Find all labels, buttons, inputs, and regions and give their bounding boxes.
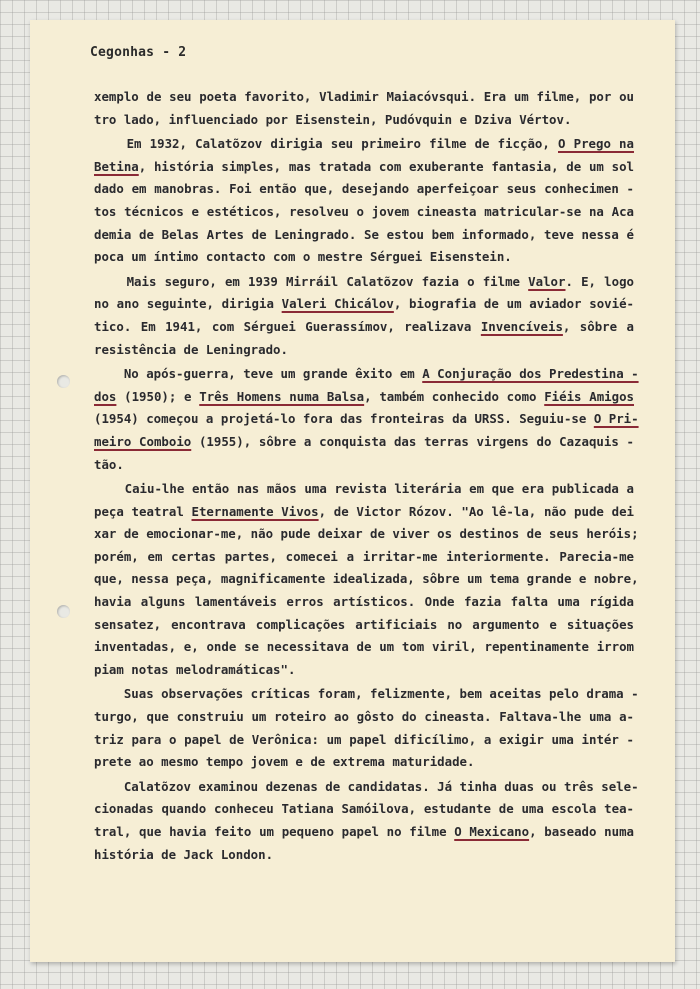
punch-hole	[57, 605, 70, 618]
paragraph	[94, 271, 634, 361]
paragraph	[94, 86, 634, 131]
text-segment: triz para o papel de Verônica: um papel dificílimo, a exigir uma intér -	[94, 731, 634, 747]
text-line	[94, 636, 634, 659]
text-line	[94, 178, 634, 201]
text-segment: porém, em certas partes, comecei a irritar-me interiormente. Parecia-me	[94, 548, 634, 564]
text-segment: tral, que havia feito um pequeno papel no filme	[94, 824, 455, 839]
text-line	[94, 363, 639, 386]
text-segment: história de Jack London.	[94, 846, 274, 862]
underlined-title: Valeri Chicálov	[281, 296, 394, 312]
text-segment: resistência de Leningrado.	[94, 341, 288, 357]
text-segment: , biografia de um aviador sovié-	[393, 296, 634, 312]
text-segment: peça teatral	[94, 503, 192, 519]
text-line	[94, 156, 634, 179]
underlined-title: Três Homens numa Balsa	[199, 388, 365, 404]
paragraph	[94, 683, 639, 773]
text-segment: No após-guerra, teve um grande êxito em	[94, 366, 423, 382]
page-header: Cegonhas - 2	[90, 45, 187, 60]
text-line	[94, 86, 634, 109]
underlined-title: A Conjuração dos Predestina -	[422, 366, 639, 382]
text-line	[94, 523, 639, 546]
text-segment: , também conhecido como	[364, 388, 545, 404]
underlined-title: O Mexicano	[454, 824, 530, 839]
text-line	[94, 751, 634, 774]
text-line	[94, 293, 634, 316]
text-segment: Calatõzov examinou dezenas de candidatas. Já tinha duas ou três sele-	[94, 778, 639, 794]
text-segment: (1954) começou a projetá-lo fora das fronteiras da URSS. Seguiu-se	[94, 411, 594, 427]
text-segment: inventadas, e, onde se necessitava de um tom viril, repentinamente irrom	[94, 639, 634, 655]
text-segment: que, nessa peça, magnificamente idealizada, sôbre um tema grande e nobre,	[94, 571, 639, 587]
text-segment: demia de Belas Artes de Leningrado. Se estou bem informado, teve nessa é	[94, 226, 634, 242]
text-line	[94, 454, 634, 477]
text-segment: prete ao mesmo tempo jovem e de extrema maturidade.	[94, 754, 475, 770]
paragraph	[94, 776, 639, 866]
text-segment: poca um íntimo contacto com o mestre Sérguei Eisenstein.	[94, 249, 512, 265]
text-segment: (1950); e	[116, 388, 200, 404]
text-segment: piam notas melodramáticas".	[94, 661, 296, 677]
text-line	[94, 246, 634, 269]
text-segment: havia alguns lamentáveis erros artísticos. Onde fazia falta uma rígida	[94, 594, 634, 610]
text-segment: no ano seguinte, dirigia	[94, 296, 282, 312]
text-segment: turgo, que construiu um roteiro ao gôsto do cineasta. Faltava-lhe uma a-	[94, 709, 634, 725]
text-line	[94, 844, 634, 867]
text-line	[94, 614, 634, 637]
text-line	[94, 133, 634, 156]
text-line	[94, 431, 634, 454]
text-segment: (1955), sôbre a conquista das terras virgens do Cazaquis -	[191, 433, 634, 449]
text-line	[94, 501, 634, 524]
text-segment: sensatez, encontrava complicações artificiais no argumento e situações	[94, 616, 634, 632]
underlined-title: Betina	[94, 158, 139, 174]
paragraph	[94, 363, 639, 476]
text-segment: tos técnicos e estéticos, resolveu o jovem cineasta matricular-se na Aca	[94, 203, 634, 219]
text-segment: xar de emocionar-me, não pude deixar de viver os destinos de seus heróis;	[94, 526, 639, 542]
text-line	[94, 798, 634, 821]
text-segment: tão.	[94, 456, 124, 472]
paragraph	[94, 133, 634, 269]
underlined-title: dos	[94, 388, 117, 404]
underlined-title: O Prego na	[558, 136, 634, 152]
text-segment: Suas observações críticas foram, felizmente, bem aceitas pelo drama -	[94, 686, 639, 702]
text-line	[94, 706, 634, 729]
text-segment: , história simples, mas tratada com exuberante fantasia, de um sol	[138, 158, 634, 174]
text-segment: . E, logo	[565, 273, 634, 289]
text-line	[94, 821, 634, 844]
paragraph	[94, 478, 639, 681]
text-segment: xemplo de seu poeta favorito, Vladimir Maiacóvsqui. Era um filme, por ou	[94, 89, 634, 104]
underlined-title: Valor	[528, 273, 566, 289]
body-text	[94, 86, 639, 866]
underlined-title: Fiéis Amigos	[544, 388, 634, 404]
text-line	[94, 568, 639, 591]
text-line	[94, 546, 634, 569]
text-line	[94, 109, 634, 132]
text-segment: tro lado, influenciado por Eisenstein, Pudóvquin e Dziva Vértov.	[94, 111, 572, 127]
text-line	[94, 271, 634, 294]
text-segment: , de Victor Rózov. "Ao lê-la, não pude dei	[318, 503, 634, 519]
text-line	[94, 729, 634, 752]
text-line	[94, 386, 634, 409]
text-line	[94, 201, 634, 224]
text-line	[94, 659, 634, 682]
underlined-title: meiro Comboio	[94, 433, 192, 449]
text-line	[94, 339, 634, 362]
punch-hole	[57, 375, 70, 388]
text-segment: , baseado numa	[529, 824, 634, 839]
text-segment: Mais seguro, em 1939 Mirráil Calatõzov fazia o filme	[94, 273, 529, 289]
underlined-title: Invencíveis	[480, 318, 563, 334]
text-line	[94, 683, 639, 706]
text-line	[94, 478, 634, 501]
text-line	[94, 316, 634, 339]
text-line	[94, 591, 634, 614]
text-segment: cionadas quando conheceu Tatiana Samóilova, estudante de uma escola tea-	[94, 801, 634, 817]
text-line	[94, 224, 634, 247]
text-segment: tico. Em 1941, com Sérguei Guerassímov, realizava	[94, 318, 481, 334]
underlined-title: O Pri-	[593, 411, 639, 427]
text-segment: Em 1932, Calatõzov dirigia seu primeiro filme de ficção,	[94, 136, 558, 152]
text-line	[94, 408, 639, 431]
underlined-title: Eternamente Vivos	[191, 503, 319, 519]
text-segment: Caiu-lhe então nas mãos uma revista literária em que era publicada a	[94, 481, 634, 497]
text-segment: , sôbre a	[562, 318, 634, 334]
typewritten-page	[30, 20, 675, 962]
text-segment: dado em manobras. Foi então que, desejando aperfeiçoar seus conhecimen -	[94, 181, 634, 197]
text-line	[94, 776, 639, 799]
